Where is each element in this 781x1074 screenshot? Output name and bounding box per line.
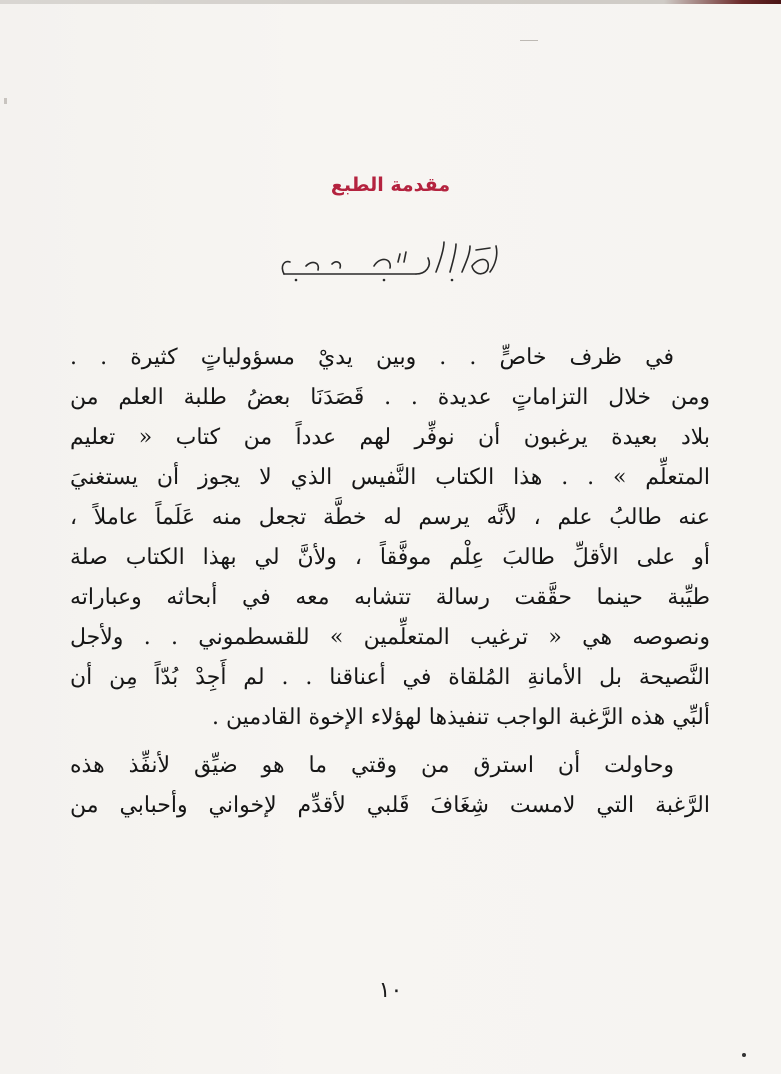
page-number: ١٠ [378, 978, 403, 1003]
text-line: بلاد بعيدة يرغبون أن نوفِّر لهم عدداً من كتاب « تعليم [70, 425, 710, 450]
page-spot [4, 98, 7, 104]
text-line: وحاولت أن استرق من وقتي ما هو ضيِّق لأنفِّذ هذه [70, 753, 674, 778]
basmala-calligraphy [0, 236, 781, 288]
paragraph-2 [70, 746, 710, 826]
text-line: عنه طالبُ علم ، لأنَّه يرسم له خطَّة تجعل منه عَلَماً عاملاً ، [70, 505, 710, 530]
text-line: طيِّبة حينما حقَّقت رسالة تتشابه معه في أبحاثه وعباراته [70, 585, 710, 610]
text-line: أو على الأقلِّ طالبَ عِلْم موفَّقاً ، ولأنَّ لي بهذا الكتاب صلة [70, 545, 710, 570]
page-top-edge [0, 0, 781, 4]
text-line: الرَّغبة التي لامست شِغَافَ قَلبي لأقدِّم لإخواني وأحبابي من [70, 793, 710, 818]
paragraph-1 [70, 338, 710, 738]
text-line: ألبِّي هذه الرَّغبة الواجب تنفيذها لهؤلاء الإخوة القادمين . [211, 705, 710, 730]
page-mark [520, 40, 538, 41]
text-line: المتعلِّم » . . هذا الكتاب النَّفيس الذي لا يجوز أن يستغنيَ [70, 465, 710, 490]
page-title: مقدمة الطبع [330, 174, 451, 196]
text-line: في ظرف خاصٍّ . . وبين يديْ مسؤولياتٍ كثيرة . . [70, 345, 674, 370]
text-line: ونصوصه هي « ترغيب المتعلِّمين » للقسطموني . . ولأجل [70, 625, 710, 650]
ink-dot [742, 1053, 746, 1057]
text-line: النَّصيحة بل الأمانةِ المُلقاة في أعناقنا . . لم أَجِدْ بُدّاً مِن أن [70, 665, 710, 690]
text-line: ومن خلال التزاماتٍ عديدة . . قَصَدَنَا بعضُ طلبة العلم من [70, 385, 710, 410]
basmala-calligraphy-icon [276, 236, 506, 284]
main-text [70, 338, 710, 826]
